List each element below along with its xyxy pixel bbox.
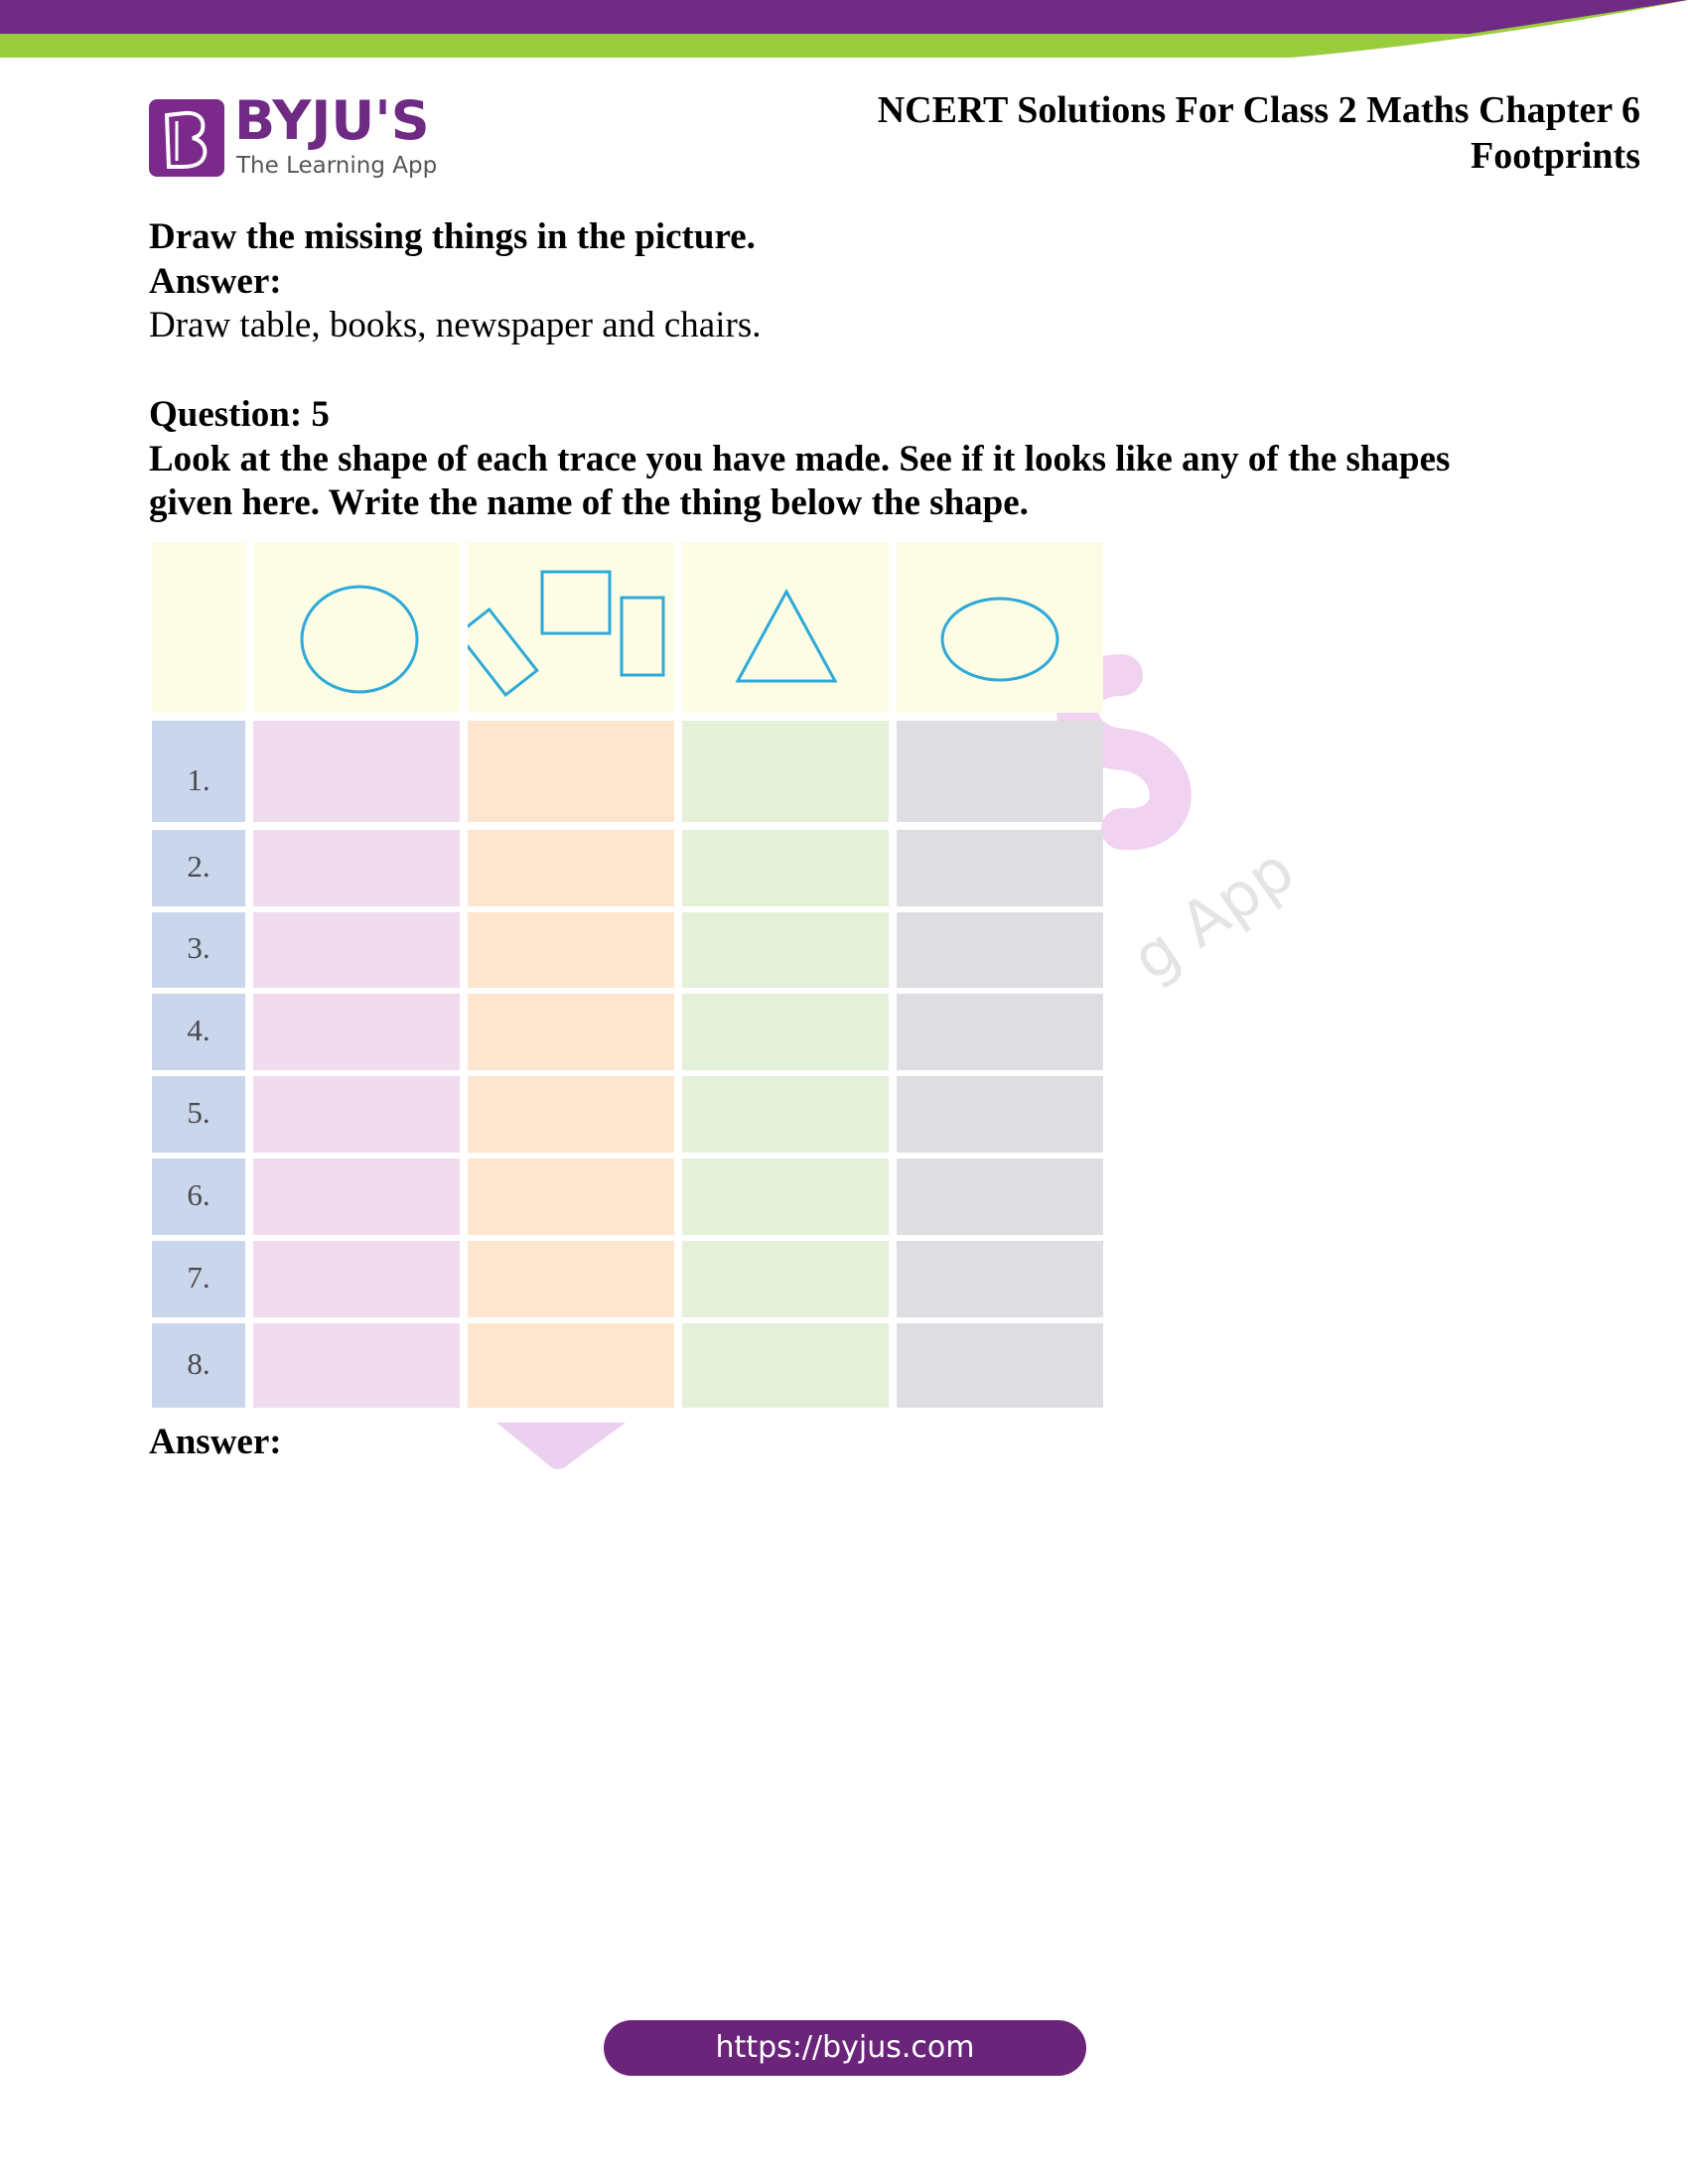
table-cell-triangle xyxy=(682,1159,889,1235)
table-cell-triangle xyxy=(682,1076,889,1153)
table-cell-oval xyxy=(897,1323,1103,1408)
table-cell-triangle xyxy=(682,721,889,822)
table-cell-oval xyxy=(897,1159,1103,1235)
document-title xyxy=(747,87,1640,179)
oval-shape-icon xyxy=(897,542,1103,713)
table-cell-triangle xyxy=(682,994,889,1070)
table-cell-rectangles xyxy=(468,1323,674,1408)
watermark-text: g App xyxy=(1118,833,1308,996)
logo-wordmark: BYJU'S xyxy=(234,89,430,152)
q4-prompt: Draw the missing things in the picture. xyxy=(149,216,756,257)
table-cell-circle xyxy=(253,1076,460,1153)
table-cell-triangle xyxy=(682,830,889,906)
triangle-shape-icon xyxy=(682,542,889,713)
logo-b-icon xyxy=(159,109,214,171)
q5-answer-label: Answer: xyxy=(149,1422,282,1462)
table-cell-circle xyxy=(253,830,460,906)
table-cell-rectangles xyxy=(468,912,674,988)
table-cell-oval xyxy=(897,912,1103,988)
byjus-logo xyxy=(149,89,447,185)
table-cell-circle xyxy=(253,1323,460,1408)
row-number: 3. xyxy=(187,930,211,965)
title-line-2: Footprints xyxy=(1471,135,1640,177)
row-number: 2. xyxy=(187,848,211,884)
table-cell-circle xyxy=(253,994,460,1070)
q5-label: Question: 5 xyxy=(149,394,330,435)
watermark-triangle xyxy=(487,1415,635,1474)
table-cell-oval xyxy=(897,1241,1103,1317)
header-cell-triangle xyxy=(682,542,889,713)
table-cell-rectangles xyxy=(468,721,674,822)
header-cell-circle xyxy=(253,542,460,713)
table-cell-triangle xyxy=(682,912,889,988)
table-cell-triangle xyxy=(682,1241,889,1317)
table-cell-oval xyxy=(897,830,1103,906)
header-cell-oval xyxy=(897,542,1103,713)
circle-shape-icon xyxy=(253,542,460,713)
table-cell-triangle xyxy=(682,1323,889,1408)
q5-prompt-line-2: given here. Write the name of the thing below the shape. xyxy=(149,482,1029,523)
logo-tagline: The Learning App xyxy=(236,153,438,179)
row-number-cell xyxy=(152,1159,245,1235)
table-cell-oval xyxy=(897,1076,1103,1153)
rectangles-shape-icon xyxy=(468,542,674,713)
q4-answer-text: Draw table, books, newspaper and chairs. xyxy=(149,305,762,345)
row-number: 1. xyxy=(187,762,211,797)
row-number: 5. xyxy=(187,1094,211,1130)
table-cell-circle xyxy=(253,1159,460,1235)
shapes-table xyxy=(152,542,1111,1412)
row-number-cell xyxy=(152,721,245,822)
title-line-1: NCERT Solutions For Class 2 Maths Chapter 6 xyxy=(877,89,1640,131)
q5-prompt-line-1: Look at the shape of each trace you have made. See if it looks like any of the shapes xyxy=(149,439,1451,479)
row-number-cell xyxy=(152,1076,245,1153)
row-number: 4. xyxy=(187,1012,211,1047)
table-cell-rectangles xyxy=(468,1241,674,1317)
q4-answer-label: Answer: xyxy=(149,261,282,302)
table-cell-circle xyxy=(253,721,460,822)
row-number-cell xyxy=(152,1323,245,1408)
row-number: 7. xyxy=(187,1259,211,1295)
row-number-cell xyxy=(152,994,245,1070)
table-cell-oval xyxy=(897,994,1103,1070)
row-number: 6. xyxy=(187,1176,211,1212)
logo-mark xyxy=(149,99,224,177)
header-corner-cell xyxy=(152,542,245,713)
row-number-cell xyxy=(152,1241,245,1317)
table-cell-rectangles xyxy=(468,1159,674,1235)
table-cell-oval xyxy=(897,721,1103,822)
table-cell-circle xyxy=(253,912,460,988)
table-cell-rectangles xyxy=(468,1076,674,1153)
row-number-cell xyxy=(152,912,245,988)
row-number: 8. xyxy=(187,1345,211,1381)
table-cell-circle xyxy=(253,1241,460,1317)
table-cell-rectangles xyxy=(468,994,674,1070)
footer-url-link[interactable]: https://byjus.com xyxy=(604,2020,1086,2076)
row-number-cell xyxy=(152,830,245,906)
top-decorative-band xyxy=(0,0,1688,69)
table-cell-rectangles xyxy=(468,830,674,906)
header-cell-rectangles xyxy=(468,542,674,713)
